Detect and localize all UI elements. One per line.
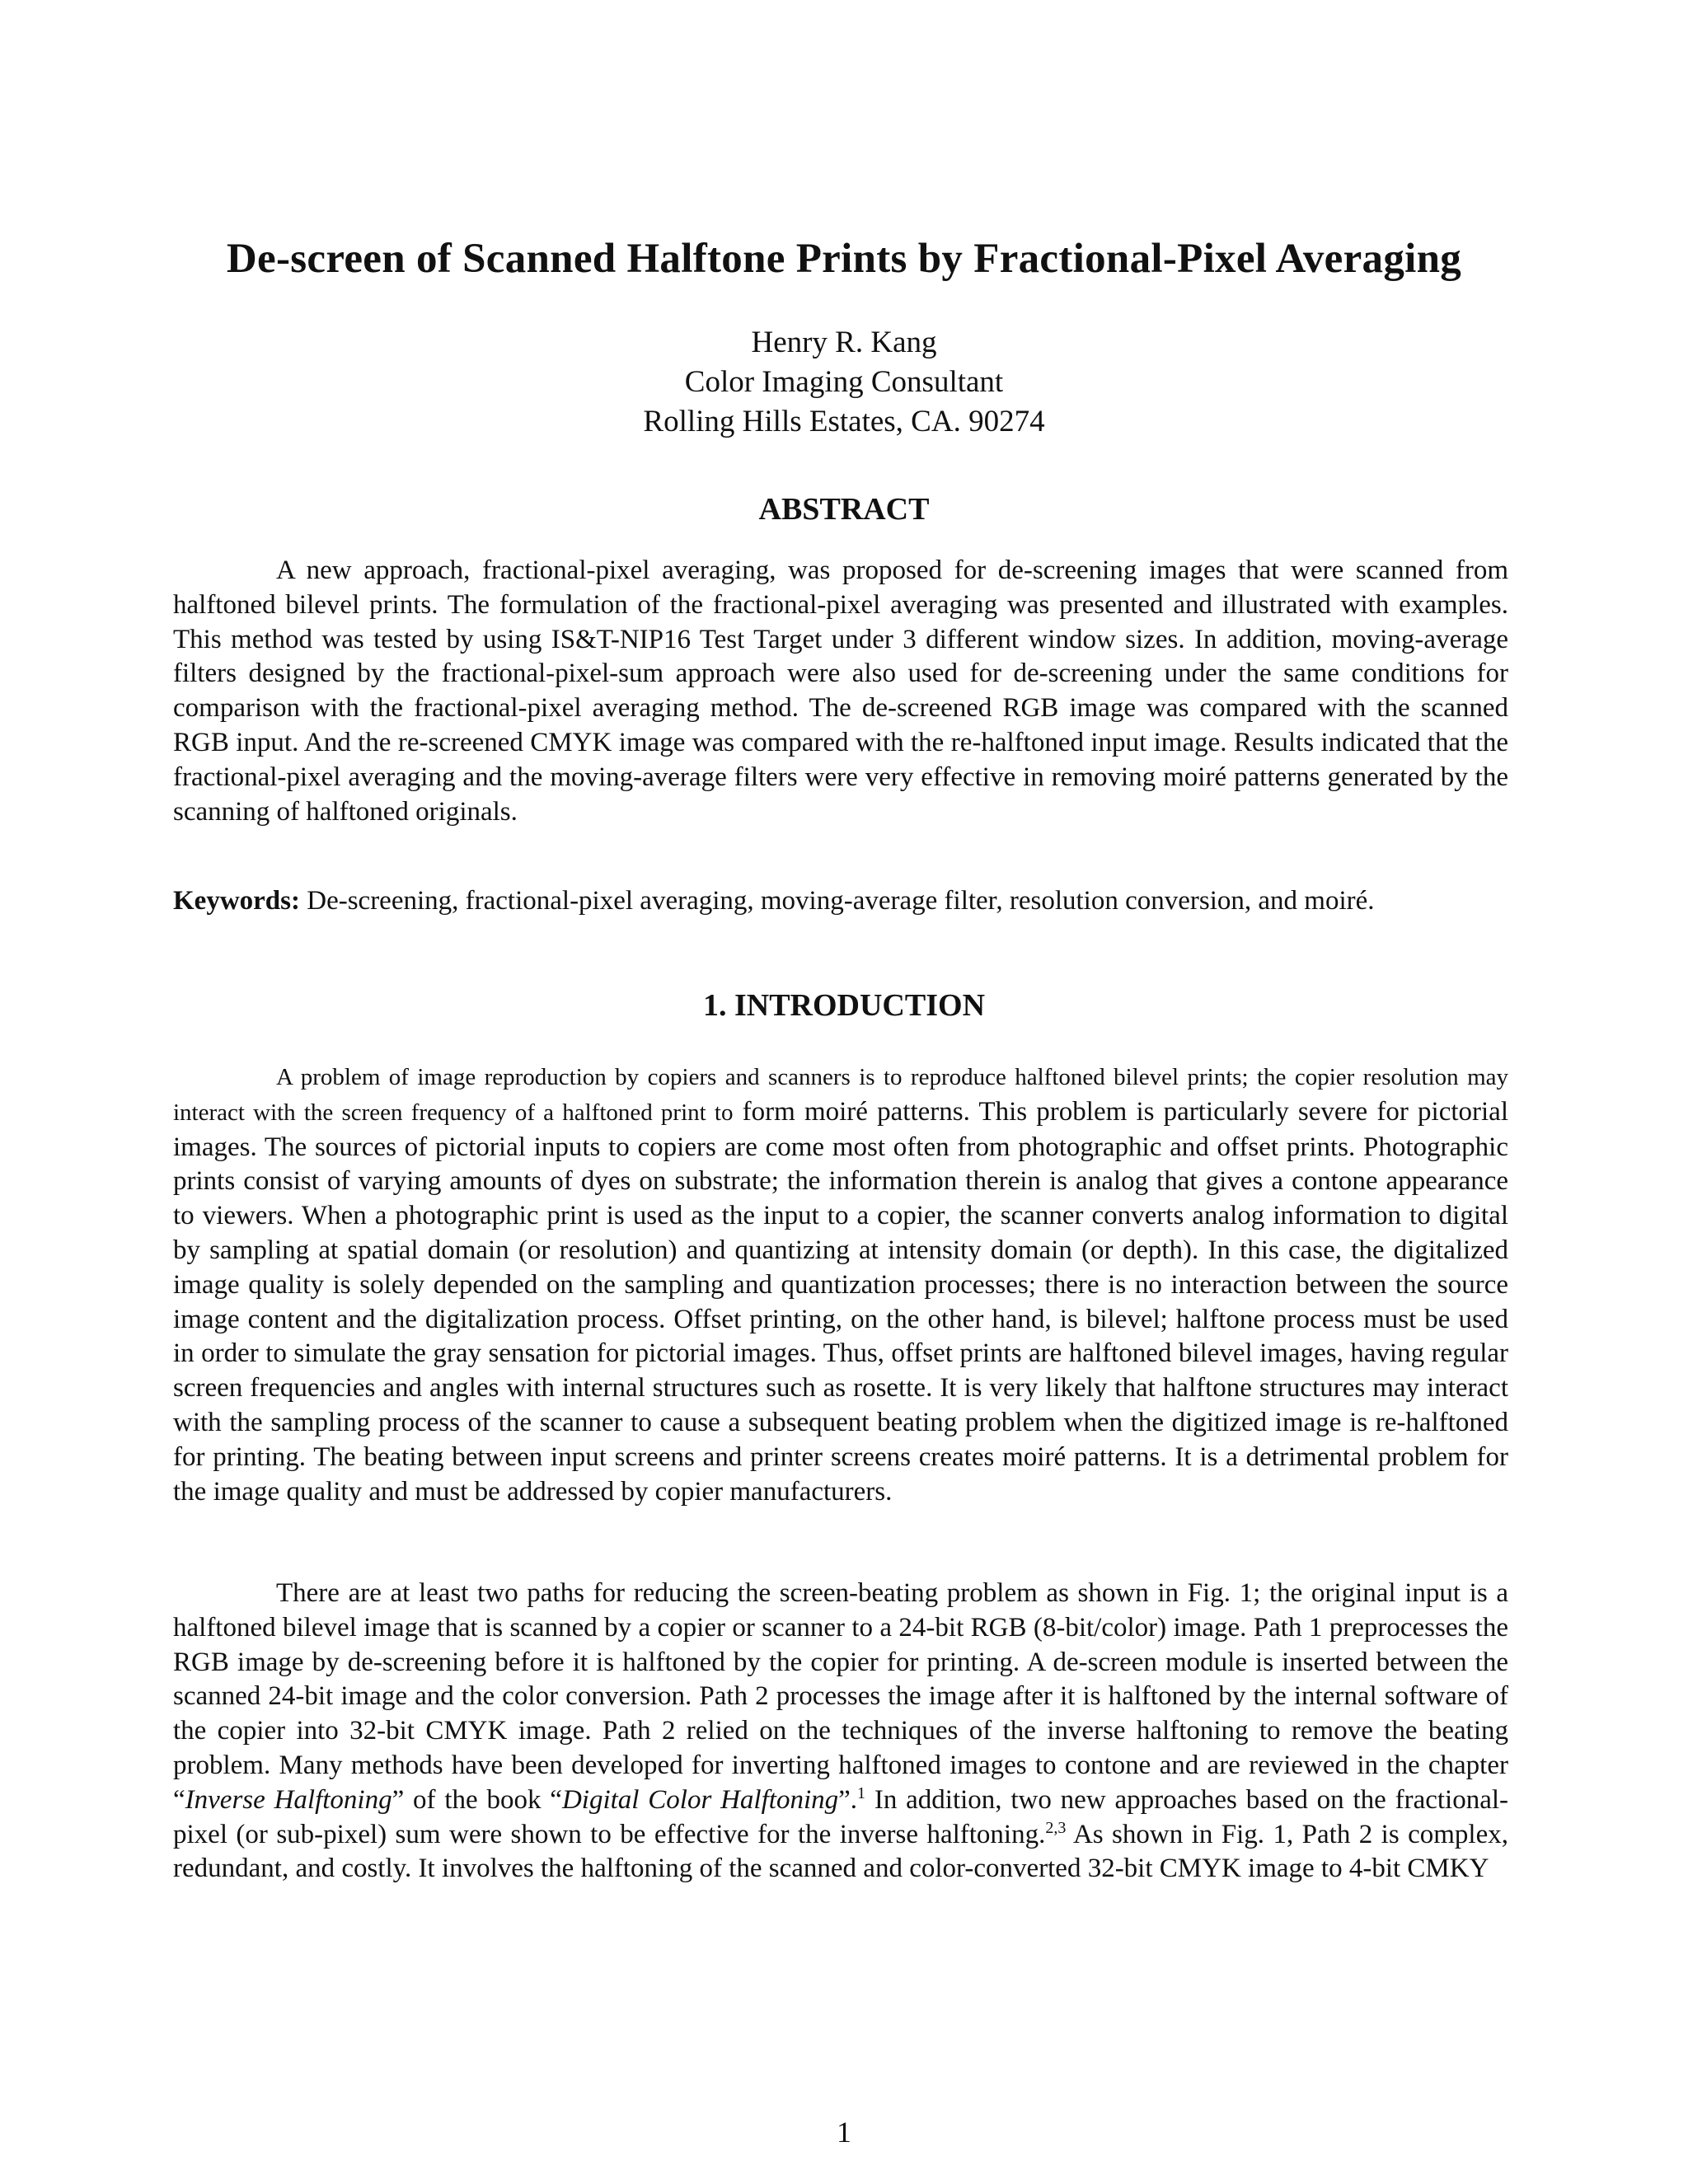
intro-p2-italic-chapter: Inverse Halftoning: [185, 1784, 392, 1815]
intro-p2-text-a: There are at least two paths for reducing the screen-beating problem as shown in Fig. 1; the original input is a halftoned bilevel image that is scanned by a copier or scanner to a 24-bit RGB (8-bit/color) image. Path 1 preprocesses the RGB image by de-screening before it is halftoned by the copier for printing. A de-screen module is inserted between the scanned 24-bit image and the color conversion. Path 2 processes the image after it is halftoned by the internal software of the copier into 32-bit CMYK image. Path 2 relied on the techniques of the inverse halftoning to remove the beating problem. Many methods have been developed for inverting halftoned images to contone and are reviewed in the chapter “: [173, 1578, 1508, 1815]
intro-p1-rest: form moiré patterns. This problem is particularly severe for pictorial images. The sources of pictorial inputs to copiers are come most often from photographic and offset prints. Photographic prints consist of varying amounts of dyes on substrate; the information therein is analog that gives a contone appearance to viewers. When a photographic print is used as the input to a copier, the scanner converts analog information to digital by sampling at spatial domain (or resolution) and quantizing at intensity domain (or depth). In this case, the digitalized image quality is solely depended on the sampling and quantization processes; there is no interaction between the source image content and the digitalization process. Offset printing, on the other hand, is bilevel; halftone process must be used in order to simulate the gray sensation for pictorial images. Thus, offset prints are halftoned bilevel images, having regular screen frequencies and angles with internal structures such as rosette. It is very likely that halftone structures may interact with the sampling process of the scanner to cause a subsequent beating problem when the digitized image is re-halftoned for printing. The beating between input screens and printer screens creates moiré patterns. It is a detrimental problem for the image quality and must be addressed by copier manufacturers.: [173, 1096, 1508, 1507]
intro-p2-text-e: As shown in Fig. 1, Path 2 is complex, redundant, and costly. It involves the halftoning of the scanned and color-converted 32-bit CMYK image to 4-bit CMKY: [173, 1819, 1508, 1884]
citation-2-3: 2,3: [1045, 1818, 1067, 1837]
author-location: Rolling Hills Estates, CA. 90274: [643, 405, 1045, 438]
intro-p2-text-c: ”.: [838, 1784, 858, 1815]
citation-1: 1: [857, 1783, 866, 1802]
paper-title: De-screen of Scanned Halftone Prints by Fractional-Pixel Averaging: [226, 236, 1462, 282]
keywords-text: De-screening, fractional-pixel averaging, moving-average filter, resolution conversion, and moiré.: [307, 886, 1375, 916]
page-number: 1: [837, 2116, 851, 2149]
abstract-heading: ABSTRACT: [758, 492, 930, 527]
intro-paragraph-1: [173, 1060, 1508, 1509]
author-name: Henry R. Kang: [751, 326, 937, 359]
intro-p2-text-b: ” of the book “: [392, 1784, 562, 1815]
author-affiliation: Color Imaging Consultant: [684, 365, 1004, 399]
author-block: [0, 323, 1688, 442]
keywords-paragraph: [173, 884, 1508, 919]
introduction-heading: 1. INTRODUCTION: [702, 988, 986, 1023]
intro-p2-text-d: In addition, two new approaches based on the fractional-pixel (or sub-pixel) sum were shown to be effective for the inverse halftoning.: [173, 1784, 1508, 1849]
keywords-label: Keywords:: [173, 886, 300, 916]
intro-p2-italic-book: Digital Color Halftoning: [561, 1784, 839, 1815]
abstract-text: A new approach, fractional-pixel averaging, was proposed for de-screening images that were scanned from halftoned bilevel prints. The formulation of the fractional-pixel averaging was presented and illustrated with examples. This method was tested by using IS&T-NIP16 Test Target under 3 different window sizes. In addition, moving-average filters designed by the fractional-pixel-sum approach were also used for de-screening under the same conditions for comparison with the fractional-pixel averaging method. The de-screened RGB image was compared with the scanned RGB input. And the re-screened CMYK image was compared with the re-halftoned input image. Results indicated that the fractional-pixel averaging and the moving-average filters were very effective in removing moiré patterns generated by the scanning of halftoned originals.: [173, 555, 1508, 827]
intro-p1-lead: A problem of image reproduction by copiers and scanners is to reproduce halftoned bilevel prints; the copier resolution may interact with the screen frequency of a halftoned print to: [173, 1064, 1508, 1126]
intro-paragraph-2: [173, 1577, 1508, 1886]
